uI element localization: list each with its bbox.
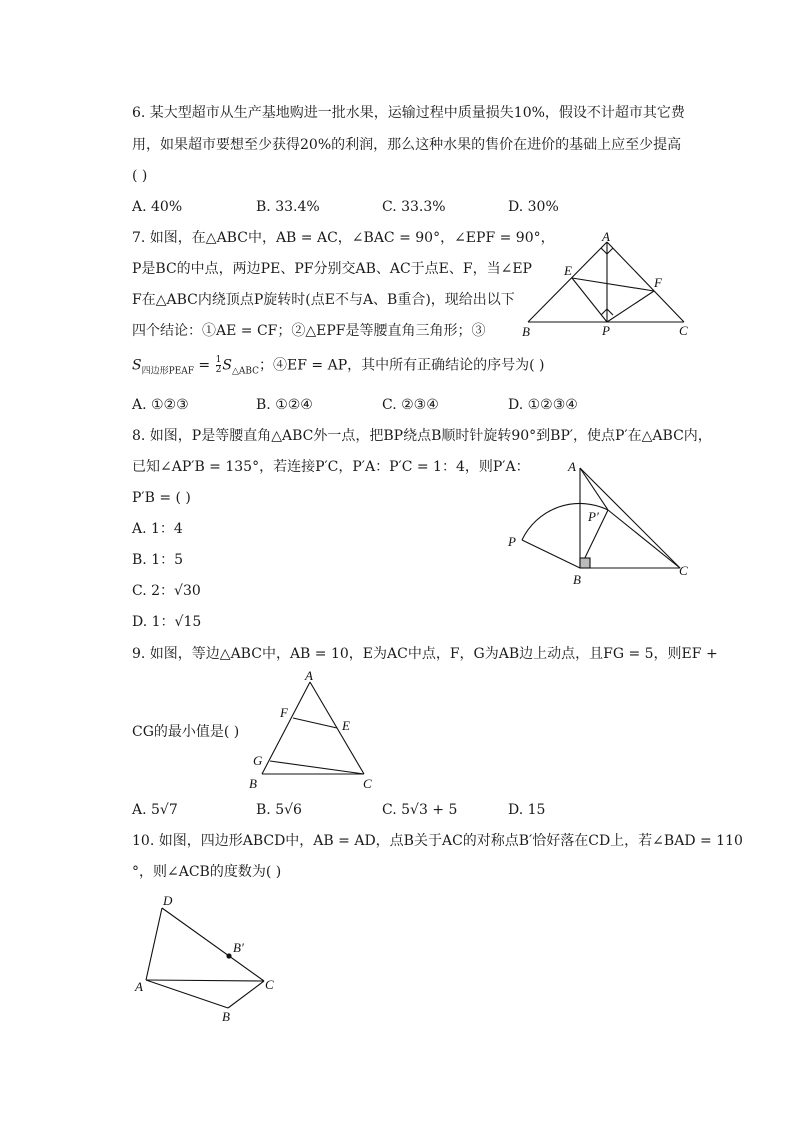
- q10-label-b: B: [222, 1009, 230, 1024]
- q10-side-bc: [228, 981, 264, 1008]
- q8-option-a: A. 1：4: [132, 521, 183, 537]
- q8-option-c: C. 2：√30: [132, 583, 201, 599]
- q9-label-a: A: [305, 668, 313, 683]
- q7-line1: 7. 如图，在△ABC中，AB = AC，∠BAC = 90°，∠EPF = 90°，: [132, 230, 555, 246]
- q9-label-f: F: [280, 705, 288, 720]
- q7-label-c: C: [679, 323, 688, 338]
- q10-line1: 10. 如图，四边形ABCD中，AB = AD，点B关于AC的对称点B′恰好落在CD上，若∠BAD = 110: [132, 833, 743, 849]
- q8-line3: P′B = ( ): [132, 490, 191, 506]
- q7-area-s: S: [132, 357, 142, 374]
- q7-area-sub2: △ABC: [231, 366, 260, 377]
- q8-label-a: A: [568, 459, 576, 474]
- q7-area-sub: 四边形PEAF: [141, 366, 194, 377]
- q9-side-ab: [262, 682, 310, 774]
- q8-label-b: B: [573, 572, 581, 587]
- q7-line5-suffix: ；④EF = AP，其中所有正确结论的序号为( ): [259, 357, 545, 374]
- q7-side-ac: [607, 242, 684, 322]
- q7-option-a: A. ①②③: [132, 397, 189, 413]
- q7-seg-pe: [572, 278, 607, 322]
- q7-line4: 四个结论：①AE = CF；②△EPF是等腰直角三角形；③: [132, 323, 486, 339]
- q7-label-b: B: [522, 324, 530, 339]
- q9-option-b: B. 5√6: [256, 802, 302, 818]
- q7-area-s2: S: [222, 357, 232, 374]
- q9-line2: CG的最小值是( ): [132, 724, 240, 740]
- q7-eq: =: [193, 357, 215, 374]
- q10-figure: [130, 890, 280, 1026]
- q8-seg-p2c: [608, 510, 680, 568]
- q6-option-d: D. 30%: [508, 199, 559, 215]
- q9-seg-gc: [270, 761, 364, 774]
- q7-label-p: P: [602, 323, 610, 338]
- q6-option-b: B. 33.4%: [256, 199, 320, 215]
- q6-line2: 用，如果超市要想至少获得20%的利润，那么这种水果的售价在进价的基础上应至少提高: [132, 137, 682, 153]
- q9-label-c: C: [363, 776, 372, 791]
- q10-label-d: D: [163, 893, 173, 908]
- q7-fraction: [216, 356, 222, 375]
- q9-label-g: G: [253, 753, 263, 768]
- q6-option-c: C. 33.3%: [382, 199, 446, 215]
- q9-option-c: C. 5√3 + 5: [382, 802, 458, 818]
- q8-seg-bp: [522, 540, 580, 568]
- q7-label-e: E: [564, 263, 572, 278]
- q9-line1: 9. 如图，等边△ABC中，AB = 10，E为AC中点，F，G为AB边上动点，且FG = 5，则EF +: [132, 646, 718, 662]
- q9-seg-ef: [293, 718, 337, 728]
- q10-side-ab: [146, 980, 228, 1008]
- q7-frac-num: 1: [215, 355, 222, 365]
- q9-option-d: D. 15: [508, 802, 546, 818]
- q8-option-d: D. 1：√15: [132, 614, 202, 630]
- q9-label-e: E: [342, 718, 350, 733]
- q8-label-p2: P′: [588, 509, 599, 524]
- q7-seg-pf: [607, 291, 654, 322]
- q9-label-b: B: [249, 776, 257, 791]
- q7-line2: P是BC的中点，两边PE、PF分别交AB、AC于点E、F，当∠EP: [132, 261, 532, 277]
- q8-label-c: C: [679, 563, 688, 578]
- q7-option-d: D. ①②③④: [508, 397, 578, 413]
- q7-frac-den: 2: [215, 365, 222, 375]
- q10-side-dc: [162, 908, 264, 981]
- q6-line1: 6. 某大型超市从生产基地购进一批水果，运输过程中质量损失10%，假设不计超市其它费: [132, 105, 685, 121]
- q7-line5: [132, 356, 545, 380]
- q7-figure: [516, 230, 700, 340]
- q10-label-a: A: [135, 979, 143, 994]
- q9-figure: [246, 668, 380, 792]
- q7-seg-ef: [572, 278, 654, 291]
- q10-side-da: [146, 908, 162, 980]
- q7-label-f: F: [654, 275, 662, 290]
- q7-line3: F在△ABC内绕顶点P旋转时(点E不与A、B重合)，现给出以下: [132, 292, 515, 308]
- q7-option-b: B. ①②④: [256, 397, 313, 413]
- q8-line1: 8. 如图，P是等腰直角△ABC外一点，把BP绕点B顺时针旋转90°到BP′，使点P′在△ABC内，: [132, 428, 712, 444]
- q10-point-b2: [226, 953, 231, 958]
- q7-label-a: A: [602, 230, 610, 244]
- q10-diag-ac: [146, 980, 264, 981]
- q6-option-a: A. 40%: [132, 199, 183, 215]
- q10-line2: °，则∠ACB的度数为( ): [132, 864, 282, 880]
- q8-option-b: B. 1：5: [132, 552, 184, 568]
- q8-figure: [504, 458, 696, 588]
- q10-label-b2: B′: [233, 940, 244, 955]
- q9-option-a: A. 5√7: [132, 802, 178, 818]
- q8-label-p: P: [508, 534, 516, 549]
- q8-line2: 已知∠AP′B = 135°，若连接P′C，P′A：P′C = 1：4，则P′A：: [132, 459, 530, 475]
- q7-option-c: C. ②③④: [382, 397, 439, 413]
- q10-label-c: C: [265, 977, 274, 992]
- q6-paren: ( ): [132, 168, 148, 184]
- q8-right-angle-b: [580, 558, 590, 568]
